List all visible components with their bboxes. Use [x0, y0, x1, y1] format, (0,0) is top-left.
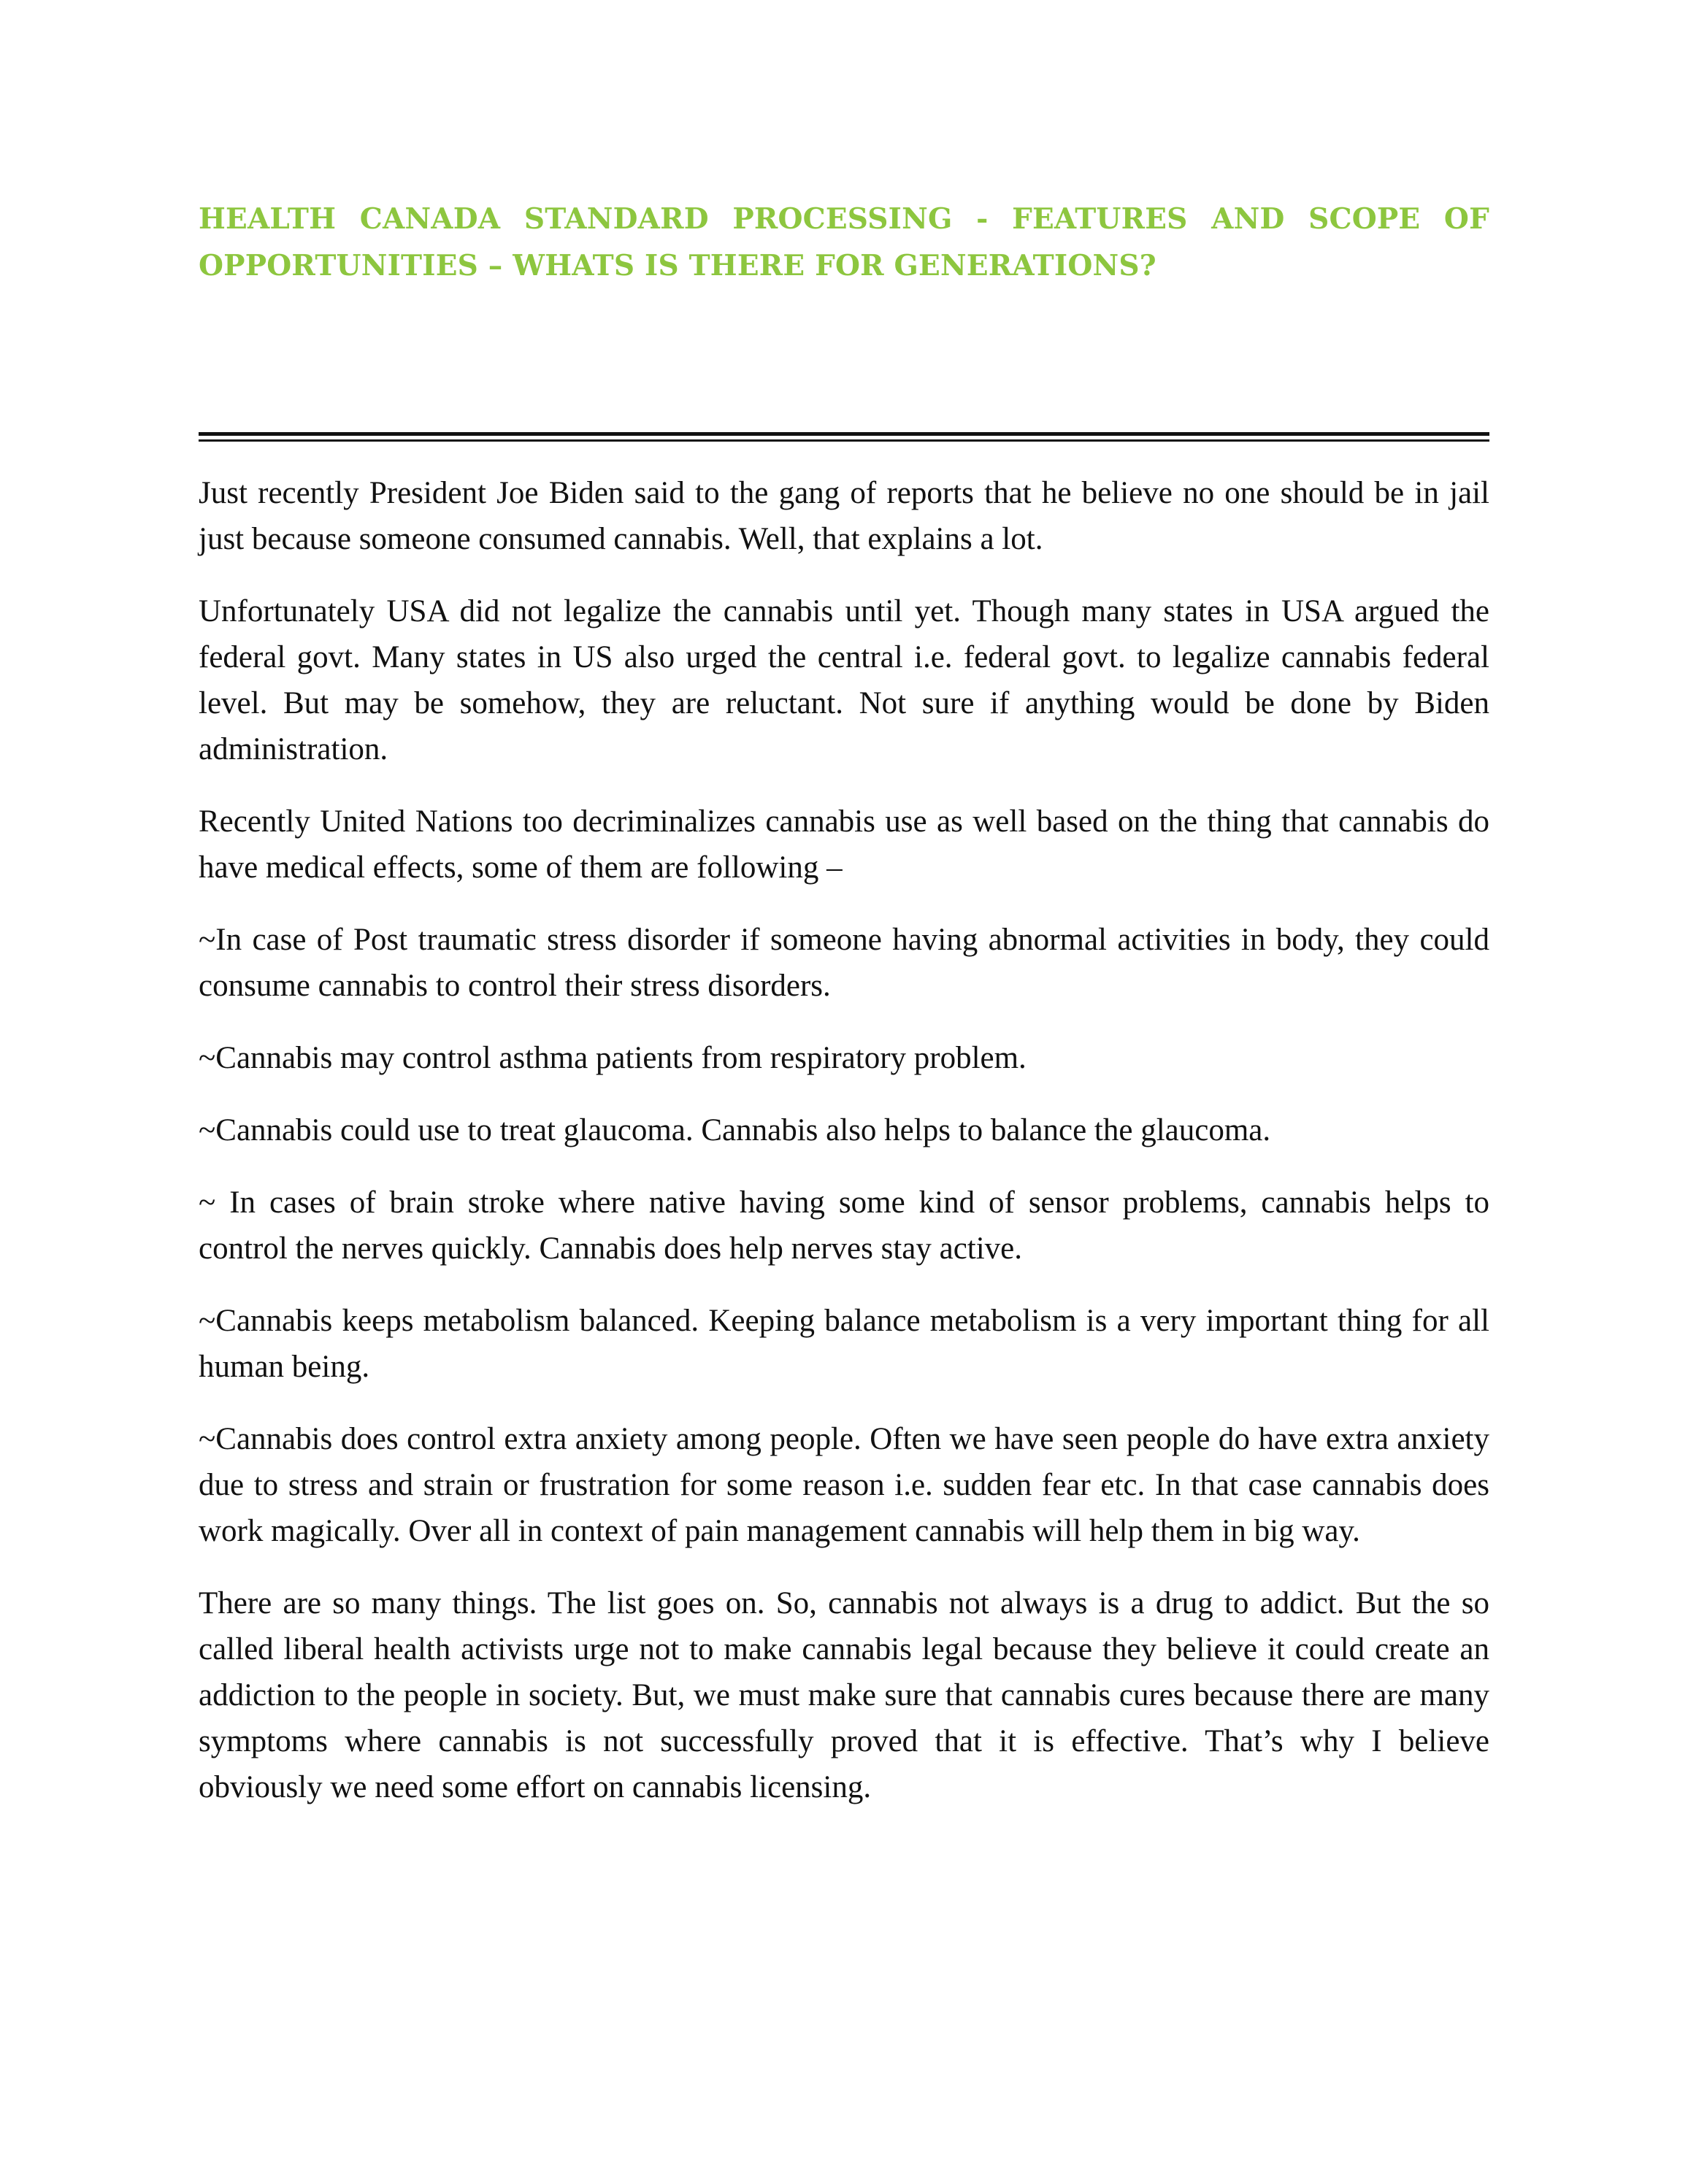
paragraph: Recently United Nations too decriminalizes cannabis use as well based on the thing that cannabis do have medical effects, some of them are following –: [199, 804, 1489, 885]
title-block: [199, 196, 1489, 289]
document-title: HEALTH CANADA STANDARD PROCESSING - FEATURES AND SCOPE OF OPPORTUNITIES – WHATS IS THERE FOR GENERATIONS?: [199, 202, 1489, 282]
paragraph: There are so many things. The list goes on. So, cannabis not always is a drug to addict. But the so called liberal health activists urge not to make cannabis legal because they believe it could create an addiction to the people in society. But, we must make sure that cannabis cures because there are many symptoms where cannabis is not successfully proved that it is effective. That’s why I believe obviously we need some effort on cannabis licensing.: [199, 1586, 1489, 1804]
list-item: ~Cannabis could use to treat glaucoma. Cannabis also helps to balance the glaucoma.: [199, 1113, 1271, 1147]
list-item: ~In case of Post traumatic stress disorder if someone having abnormal activities in body, they could consume cannabis to control their stress disorders.: [199, 923, 1489, 1003]
paragraph: Just recently President Joe Biden said to the gang of reports that he believe no one should be in jail just because someone consumed cannabis. Well, that explains a lot.: [199, 476, 1489, 556]
title-divider: [199, 432, 1489, 442]
list-item: ~ In cases of brain stroke where native having some kind of sensor problems, cannabis helps to control the nerves quickly. Cannabis does help nerves stay active.: [199, 1185, 1489, 1266]
list-item: ~Cannabis may control asthma patients from respiratory problem.: [199, 1041, 1027, 1075]
divider-line-thin: [199, 439, 1489, 442]
divider-line-thick: [199, 432, 1489, 436]
document-body: [199, 470, 1489, 1837]
list-item: ~Cannabis does control extra anxiety among people. Often we have seen people do have extra anxiety due to stress and strain or frustration for some reason i.e. sudden fear etc. In that case cannabis does work magically. Over all in context of pain management cannabis will help them in big way.: [199, 1422, 1489, 1548]
paragraph: Unfortunately USA did not legalize the cannabis until yet. Though many states in USA argued the federal govt. Many states in US also urged the central i.e. federal govt. to legalize cannabis federal level. But may be somehow, they are reluctant. Not sure if anything would be done by Biden administration.: [199, 594, 1489, 766]
list-item: ~Cannabis keeps metabolism balanced. Keeping balance metabolism is a very important thing for all human being.: [199, 1304, 1489, 1384]
